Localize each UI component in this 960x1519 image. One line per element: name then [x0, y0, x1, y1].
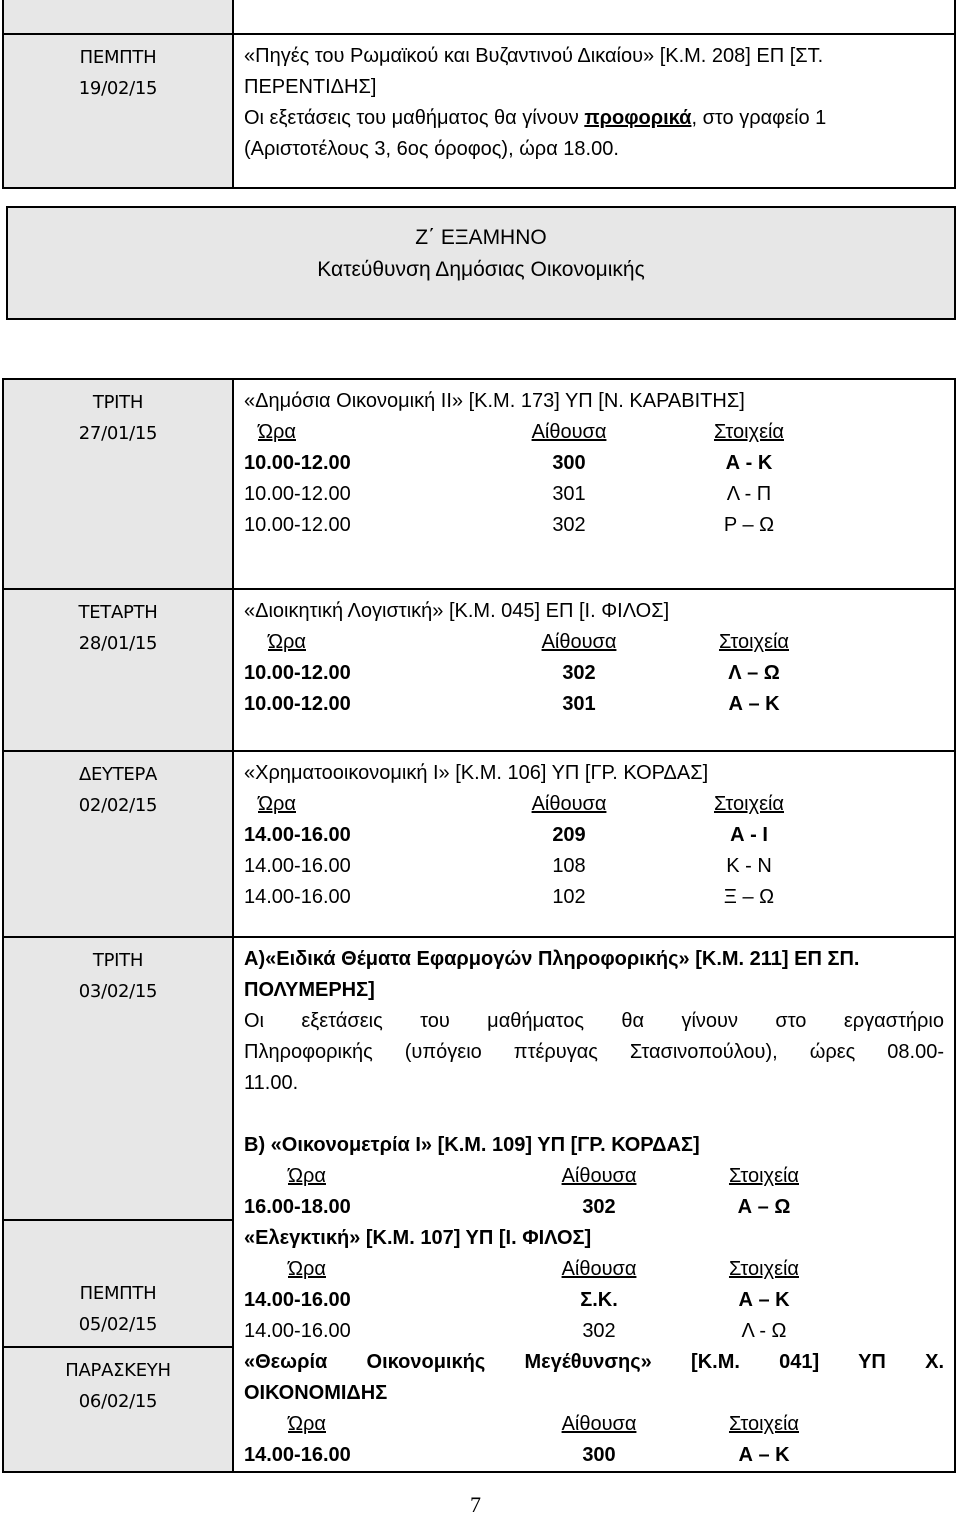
date-cell	[3, 751, 233, 937]
session-letters: Α – Κ	[738, 1289, 790, 1311]
session-letters: Λ - Ω	[741, 1320, 787, 1342]
date-cell	[3, 1220, 233, 1346]
exam-note: (Αριστοτέλους 3, 6ος όροφος), ώρα 18.00.	[244, 138, 619, 160]
course-title: ΠΟΛΥΜΕΡΗΣ]	[244, 979, 375, 1001]
col-letters-header: Στοιχεία	[718, 631, 789, 653]
session-time: 10.00-12.00	[244, 693, 351, 715]
session-table	[244, 1409, 824, 1471]
page-number: 7	[470, 1492, 481, 1517]
session-letters: Α – Κ	[728, 693, 780, 715]
exam-note: Οι εξετάσεις του μαθήματος θα γίνουν στο εργαστήριο	[244, 1010, 944, 1032]
session-time: 14.00-16.00	[244, 824, 351, 846]
session-letters: Α – Ω	[737, 1196, 791, 1218]
exam-date: 02/02/15	[78, 795, 158, 816]
col-room-header: Αίθουσα	[531, 421, 607, 443]
session-room: 301	[552, 483, 586, 505]
date-cell	[3, 379, 233, 589]
session-letters: Α - Κ	[725, 452, 773, 474]
session-time: 10.00-12.00	[244, 662, 351, 684]
session-time: 14.00-16.00	[244, 886, 351, 908]
session-letters: Α – Κ	[738, 1444, 790, 1466]
exam-row	[3, 379, 955, 589]
date-cell	[3, 937, 233, 1220]
session-time: 14.00-16.00	[244, 1320, 351, 1342]
col-letters-header: Στοιχεία	[728, 1165, 799, 1187]
session-room: 108	[552, 855, 586, 877]
day-name: ΠΕΜΠΤΗ	[79, 47, 157, 68]
session-room: 300	[582, 1444, 616, 1466]
col-room-header: Αίθουσα	[531, 793, 607, 815]
day-name: ΔΕΥΤΕΡΑ	[78, 764, 158, 785]
day-name: ΤΡΙΤΗ	[92, 950, 144, 971]
session-room: 102	[552, 886, 586, 908]
exam-note: Οι εξετάσεις του μαθήματος θα γίνουν προφορικά, στο γραφείο 1	[244, 107, 827, 129]
course-title: Α)«Ειδικά Θέματα Εφαρμογών Πληροφορικής» [Κ.Μ. 211] ΕΠ ΣΠ.	[244, 948, 860, 970]
exam-date: 03/02/15	[78, 981, 158, 1002]
course-title-line: ΠΕΡΕΝΤΙΔΗΣ]	[244, 76, 377, 98]
exam-date: 06/02/15	[78, 1390, 158, 1412]
session-letters: Κ - Ν	[726, 855, 772, 877]
exam-date: 27/01/15	[78, 423, 158, 444]
track-title: Κατεύθυνση Δημόσιας Οικονομικής	[317, 258, 645, 281]
course-cell	[233, 751, 955, 937]
col-room-header: Αίθουσα	[561, 1258, 637, 1280]
session-room: 302	[582, 1320, 616, 1342]
date-cell	[3, 589, 233, 751]
day-name: ΤΡΙΤΗ	[92, 392, 144, 413]
semester-title: Ζ΄ ΕΞΑΜΗΝΟ	[415, 226, 547, 249]
session-room: Σ.Κ.	[580, 1289, 618, 1311]
exam-date: 28/01/15	[78, 633, 158, 654]
course-title: «Θεωρία Οικονομικής Μεγέθυνσης» [Κ.Μ. 041] ΥΠ Χ.	[244, 1351, 944, 1373]
exam-note: 11.00.	[244, 1072, 299, 1094]
session-room: 209	[552, 824, 586, 846]
session-table	[244, 1161, 824, 1223]
session-table	[244, 1254, 824, 1347]
session-room: 302	[582, 1196, 616, 1218]
course-title: «Διοικητική Λογιστική» [Κ.Μ. 045] ΕΠ [Ι. ΦΙΛΟΣ]	[244, 600, 670, 622]
session-time: 14.00-16.00	[244, 1289, 351, 1311]
session-time: 14.00-16.00	[244, 855, 351, 877]
session-letters: Ξ – Ω	[723, 886, 775, 908]
session-table	[244, 627, 824, 720]
oral-emphasis: προφορικά	[584, 107, 692, 129]
session-letters: Ρ – Ω	[723, 514, 775, 536]
session-time: 10.00-12.00	[244, 514, 351, 536]
top-partial-row	[2, 0, 956, 36]
session-letters: Λ - Π	[726, 483, 772, 505]
exam-row-thursday-19	[2, 33, 956, 189]
day-name: ΠΑΡΑΣΚΕΥΗ	[65, 1359, 171, 1381]
session-room: 302	[552, 514, 586, 536]
col-time-header: Ώρα	[288, 1413, 326, 1435]
course-cell	[233, 937, 955, 1472]
session-letters: Λ – Ω	[728, 662, 780, 684]
course-cell	[233, 589, 955, 751]
col-time-header: Ώρα	[258, 793, 296, 815]
session-room: 301	[562, 693, 596, 715]
col-time-header: Ώρα	[288, 1165, 326, 1187]
exam-schedule-table	[2, 378, 956, 1473]
exam-row	[3, 589, 955, 751]
session-time: 10.00-12.00	[244, 483, 351, 505]
session-time: 10.00-12.00	[244, 452, 351, 474]
col-letters-header: Στοιχεία	[728, 1413, 799, 1435]
session-table	[244, 789, 824, 913]
session-table	[244, 417, 824, 541]
course-title: «Χρηματοοικονομική Ι» [Κ.Μ. 106] ΥΠ [ΓΡ. ΚΟΡΔΑΣ]	[244, 762, 709, 784]
course-title: «Δημόσια Οικονομική ΙΙ» [Κ.Μ. 173] ΥΠ [Ν. ΚΑΡΑΒΙΤΗΣ]	[244, 390, 745, 412]
top-partial-date-cell	[3, 0, 233, 35]
session-time: 14.00-16.00	[244, 1444, 351, 1466]
col-letters-header: Στοιχεία	[728, 1258, 799, 1280]
col-letters-header: Στοιχεία	[713, 421, 784, 443]
col-room-header: Αίθουσα	[561, 1165, 637, 1187]
col-room-header: Αίθουσα	[561, 1413, 637, 1435]
col-time-header: Ώρα	[288, 1258, 326, 1280]
session-room: 302	[562, 662, 596, 684]
course-title: Β) «Οικονομετρία Ι» [Κ.Μ. 109] ΥΠ [ΓΡ. ΚΟΡΔΑΣ]	[244, 1134, 700, 1156]
exam-date: 05/02/15	[78, 1313, 158, 1335]
date-cell	[3, 1347, 233, 1472]
day-name: ΤΕΤΑΡΤΗ	[78, 602, 158, 623]
col-room-header: Αίθουσα	[541, 631, 617, 653]
date-cell	[3, 34, 233, 188]
col-time-header: Ώρα	[268, 631, 306, 653]
exam-row	[3, 751, 955, 937]
course-title-line: «Πηγές του Ρωμαϊκού και Βυζαντινού Δικαίου» [Κ.Μ. 208] ΕΠ [ΣΤ.	[244, 45, 824, 67]
course-cell	[233, 379, 955, 589]
course-cell	[233, 34, 955, 188]
session-letters: Α - Ι	[730, 824, 768, 846]
semester-banner	[6, 206, 956, 320]
top-partial-content-cell	[233, 0, 955, 35]
col-time-header: Ώρα	[258, 421, 296, 443]
exam-note: Πληροφορικής (υπόγειο πτέρυγας Στασινοπούλου), ώρες 08.00-	[244, 1041, 944, 1063]
session-time: 16.00-18.00	[244, 1196, 351, 1218]
col-letters-header: Στοιχεία	[713, 793, 784, 815]
course-title: «Ελεγκτική» [Κ.Μ. 107] ΥΠ [Ι. ΦΙΛΟΣ]	[244, 1227, 592, 1249]
course-title: ΟΙΚΟΝΟΜΙΔΗΣ	[244, 1382, 388, 1404]
day-name: ΠΕΜΠΤΗ	[79, 1282, 157, 1304]
exam-row	[3, 937, 955, 1220]
session-room: 300	[552, 452, 586, 474]
exam-date: 19/02/15	[78, 78, 158, 99]
